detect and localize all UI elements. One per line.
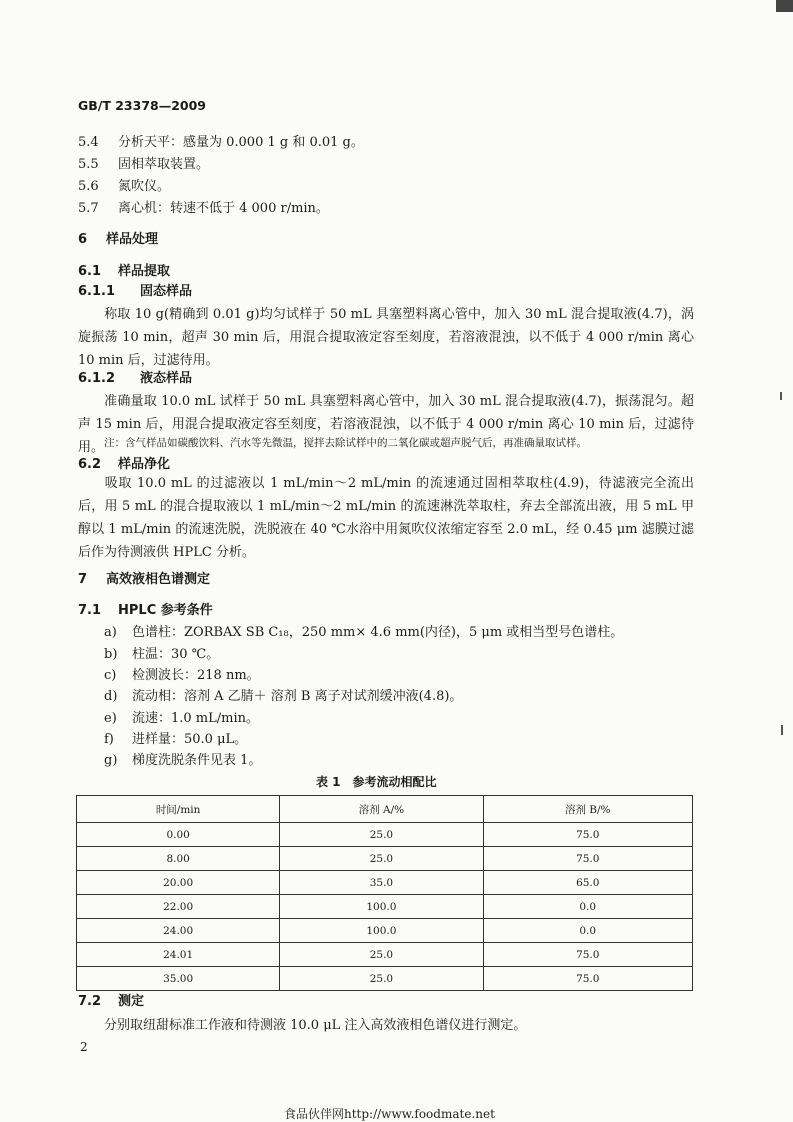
- scan-mark-edge: [780, 392, 782, 400]
- condition-item: [104, 624, 623, 642]
- condition-text: 柱温：30 ℃。: [132, 647, 220, 662]
- item-text: 分析天平：感量为 0.000 1 g 和 0.01 g。: [118, 135, 364, 150]
- section-title: 样品处理: [106, 232, 159, 247]
- cell-solvent-b: 75.0: [483, 967, 692, 991]
- condition-item: [104, 688, 462, 706]
- cell-solvent-a: 25.0: [280, 847, 483, 871]
- section-title: 高效液相色谱测定: [106, 572, 211, 587]
- paragraph-liquid-sample: 准确量取 10.0 mL 试样于 50 mL 具塞塑料离心管中，加入 30 mL 混合提取液(4.7)，振荡混匀。超声 15 min 后，用混合提取液定容至刻度，若溶液混浊，以不低于 4 000 r/min 离心 10 min 后，过滤待用。: [78, 394, 694, 455]
- section-number: 7.2: [78, 994, 102, 1009]
- section-title: 样品提取: [118, 264, 171, 279]
- condition-label: b): [104, 647, 118, 662]
- item-text: 离心机：转速不低于 4 000 r/min。: [118, 201, 329, 216]
- standard-code: GB/T 23378—2009: [78, 98, 207, 113]
- cell-solvent-a: 100.0: [280, 919, 483, 943]
- condition-label: a): [104, 625, 117, 640]
- cell-time: 8.00: [77, 847, 280, 871]
- section-heading-7: [78, 571, 210, 589]
- section-heading-7-2: [78, 993, 144, 1011]
- table-row: [77, 919, 693, 943]
- section-heading-7-1: [78, 602, 213, 620]
- cell-time: 20.00: [77, 871, 280, 895]
- cell-solvent-b: 75.0: [483, 847, 692, 871]
- cell-solvent-b: 0.0: [483, 919, 692, 943]
- cell-solvent-a: 25.0: [280, 823, 483, 847]
- cell-solvent-b: 65.0: [483, 871, 692, 895]
- condition-text: 进样量：50.0 μL。: [132, 732, 248, 747]
- table-header-row: [77, 796, 693, 823]
- item-number: 5.5: [78, 157, 99, 172]
- condition-item: [104, 667, 260, 685]
- condition-label: c): [104, 668, 117, 683]
- condition-text: 检测波长：218 nm。: [132, 668, 260, 683]
- cell-time: 35.00: [77, 967, 280, 991]
- condition-label: d): [104, 689, 118, 704]
- cell-time: 24.01: [77, 943, 280, 967]
- watermark-url[interactable]: 食品伙伴网http://www.foodmate.net: [284, 1107, 495, 1121]
- page-number: 2: [80, 1040, 88, 1054]
- section-title: HPLC 参考条件: [118, 603, 213, 618]
- paragraph-solid-sample: 称取 10 g(精确到 0.01 g)均匀试样于 50 mL 具塞塑料离心管中，加入 30 mL 混合提取液(4.7)，涡旋振荡 10 min，超声 30 min 后，用混合提取液定容至刻度，若溶液混浊，以不低于 4 000 r/min 离心 10 min 后，过滤待用。: [78, 307, 694, 368]
- table-row: [77, 871, 693, 895]
- section-heading-6-1-1: [78, 283, 192, 301]
- section-number: 7.1: [78, 603, 102, 618]
- table-row: [77, 943, 693, 967]
- condition-item: [104, 710, 259, 728]
- section-heading-6-1: [78, 263, 170, 281]
- cell-solvent-a: 25.0: [280, 943, 483, 967]
- header-solvent-b: 溶剂 B/%: [483, 796, 692, 823]
- table-caption: 表 1 参考流动相配比: [316, 775, 437, 789]
- cell-time: 0.00: [77, 823, 280, 847]
- condition-text: 流动相：溶剂 A 乙腈＋ 溶剂 B 离子对试剂缓冲液(4.8)。: [132, 689, 463, 704]
- section-title: 液态样品: [140, 371, 193, 386]
- section-title: 样品净化: [118, 457, 171, 472]
- cell-solvent-a: 100.0: [280, 895, 483, 919]
- condition-label: e): [104, 711, 117, 726]
- table-row: [77, 967, 693, 991]
- item-number: 5.6: [78, 179, 99, 194]
- cell-solvent-b: 75.0: [483, 823, 692, 847]
- section-title: 固态样品: [140, 284, 193, 299]
- table-row: [77, 847, 693, 871]
- header-solvent-a: 溶剂 A/%: [280, 796, 483, 823]
- condition-text: 流速：1.0 mL/min。: [132, 711, 260, 726]
- scan-mark-edge-2: [781, 725, 783, 735]
- equipment-item: [78, 156, 209, 174]
- condition-item: [104, 646, 219, 664]
- table-row: [77, 895, 693, 919]
- scan-mark-corner: [776, 0, 793, 12]
- condition-text: 梯度洗脱条件见表 1。: [132, 753, 262, 768]
- section-number: 7: [78, 572, 88, 587]
- condition-label: g): [104, 753, 118, 768]
- section-heading-6-1-2: [78, 370, 192, 388]
- item-number: 5.7: [78, 201, 99, 216]
- section-number: 6: [78, 232, 88, 247]
- cell-solvent-a: 25.0: [280, 967, 483, 991]
- cell-time: 24.00: [77, 919, 280, 943]
- item-number: 5.4: [78, 135, 99, 150]
- section-number: 6.1: [78, 264, 102, 279]
- section-number: 6.1.2: [78, 371, 116, 386]
- mobile-phase-table: [76, 795, 693, 991]
- item-text: 固相萃取装置。: [118, 157, 210, 172]
- cell-solvent-b: 0.0: [483, 895, 692, 919]
- cell-time: 22.00: [77, 895, 280, 919]
- item-text: 氮吹仪。: [118, 179, 171, 194]
- equipment-item: [78, 134, 364, 152]
- note-gas-samples: 注：含气样品如碳酸饮料、汽水等先微温，搅拌去除试样中的二氧化碳或超声脱气后，再准确量取试样。: [104, 437, 587, 449]
- cell-solvent-b: 75.0: [483, 943, 692, 967]
- section-number: 6.2: [78, 457, 102, 472]
- condition-item: [104, 731, 247, 749]
- section-title: 测定: [118, 994, 145, 1009]
- condition-label: f): [104, 732, 114, 747]
- condition-text: 色谱柱：ZORBAX SB C₁₈，250 mm× 4.6 mm(内径)，5 μm 或相当型号色谱柱。: [132, 625, 624, 640]
- header-time: 时间/min: [77, 796, 280, 823]
- paragraph-sample-cleanup: 吸取 10.0 mL 的过滤液以 1 mL/min～2 mL/min 的流速通过固相萃取柱(4.9)，待滤液完全流出后，用 5 mL 的混合提取液以 1 mL/min～2 mL/min 的流速淋洗萃取柱，弃去全部流出液，用 5 mL 甲醇以 1 mL/min 的流速洗脱，洗脱液在 40 ℃水浴中用氮吹仪浓缩定容至 2.0 mL，经 0.45 μm 滤膜过滤后作为待测液供 HPLC 分析。: [78, 476, 694, 560]
- section-heading-6: [78, 231, 158, 249]
- equipment-item: [78, 200, 329, 218]
- condition-item: [104, 752, 261, 770]
- cell-solvent-a: 35.0: [280, 871, 483, 895]
- section-number: 6.1.1: [78, 284, 116, 299]
- table-row: [77, 823, 693, 847]
- equipment-item: [78, 178, 170, 196]
- paragraph-determination: 分别取纽甜标准工作液和待测液 10.0 μL 注入高效液相色谱仪进行测定。: [104, 1018, 527, 1033]
